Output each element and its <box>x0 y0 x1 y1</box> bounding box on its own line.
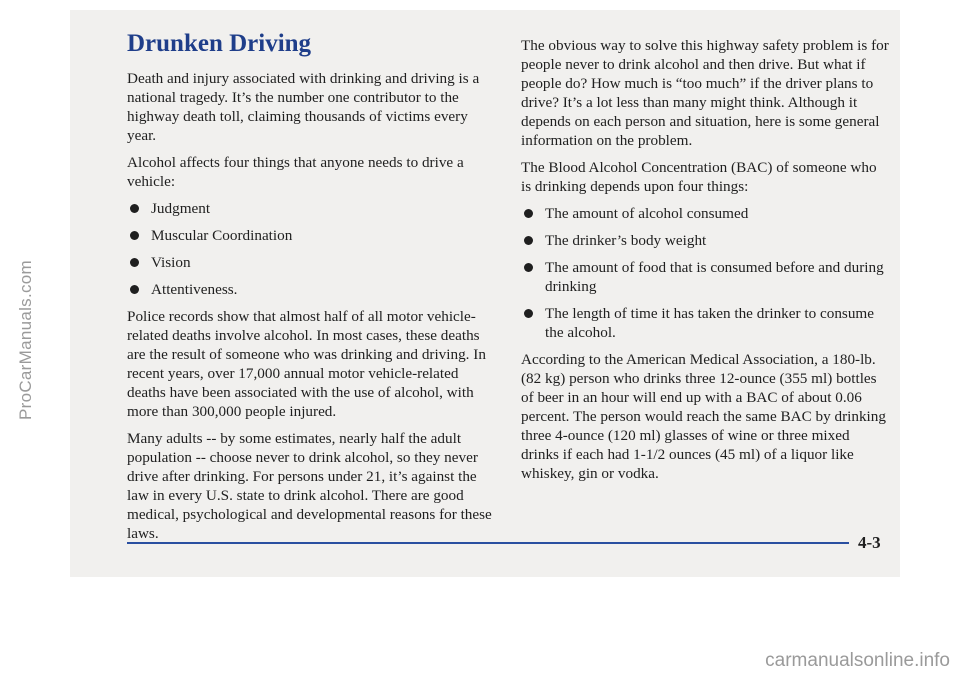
left-column <box>127 69 497 551</box>
solution-paragraph: The obvious way to solve this highway safety problem is for people never to drink alcohol and then drive. But what if people do? How much is “too much” if the driver plans to drive? It’s a lot less than many might think. Although it depends on each person and situation, here is some general information on the problem. <box>521 37 889 149</box>
affects-list <box>127 199 497 299</box>
list-item: The amount of food that is consumed before and during drinking <box>521 258 889 296</box>
list-item: Muscular Coordination <box>127 226 497 245</box>
adults-paragraph: Many adults -- by some estimates, nearly half the adult population -- choose never to drink alcohol, so they never drive after drinking. For persons under 21, it’s against the law in every U.S. state to drink alcohol. There are good medical, psychological and developmental reasons for these laws. <box>127 430 492 542</box>
page-number: 4-3 <box>858 533 881 552</box>
footer-watermark: carmanualsonline.info <box>765 650 950 671</box>
list-item: The length of time it has taken the drinker to consume the alcohol. <box>521 304 889 342</box>
right-column <box>521 36 889 491</box>
side-watermark <box>16 120 36 560</box>
list-item: The drinker’s body weight <box>521 231 889 250</box>
list-item: Judgment <box>127 199 497 218</box>
affects-paragraph: Alcohol affects four things that anyone needs to drive a vehicle: <box>127 154 464 190</box>
list-item: The amount of alcohol consumed <box>521 204 889 223</box>
list-item: Vision <box>127 253 497 272</box>
police-records-paragraph: Police records show that almost half of all motor vehicle-related deaths involve alcohol. In most cases, these deaths are the result of someone who was drinking and driving. In recent years, over 17,000 annual motor vehicle-related deaths have been associated with the use of alcohol, with more than 300,000 people injured. <box>127 308 486 420</box>
list-item: Attentiveness. <box>127 280 497 299</box>
intro-paragraph: Death and injury associated with drinking and driving is a national tragedy. It’s the number one contributor to the highway death toll, claiming thousands of victims every year. <box>127 70 480 144</box>
bac-paragraph: The Blood Alcohol Concentration (BAC) of someone who is drinking depends upon four things: <box>521 159 877 195</box>
side-watermark-text: ProCarManuals.com <box>16 259 35 421</box>
section-heading: Drunken Driving <box>127 30 312 57</box>
footer-rule <box>127 542 849 544</box>
bac-factors-list <box>521 204 889 342</box>
ama-paragraph: According to the American Medical Association, a 180-lb. (82 kg) person who drinks three 12-ounce (355 ml) bottles of beer in an hour will end up with a BAC of about 0.06 percent. The person would reach the same BAC by drinking three 4-ounce (120 ml) glasses of wine or three mixed drinks if each had 1-1/2 ounces (45 ml) of a liquor like whiskey, gin or vodka. <box>521 351 886 482</box>
